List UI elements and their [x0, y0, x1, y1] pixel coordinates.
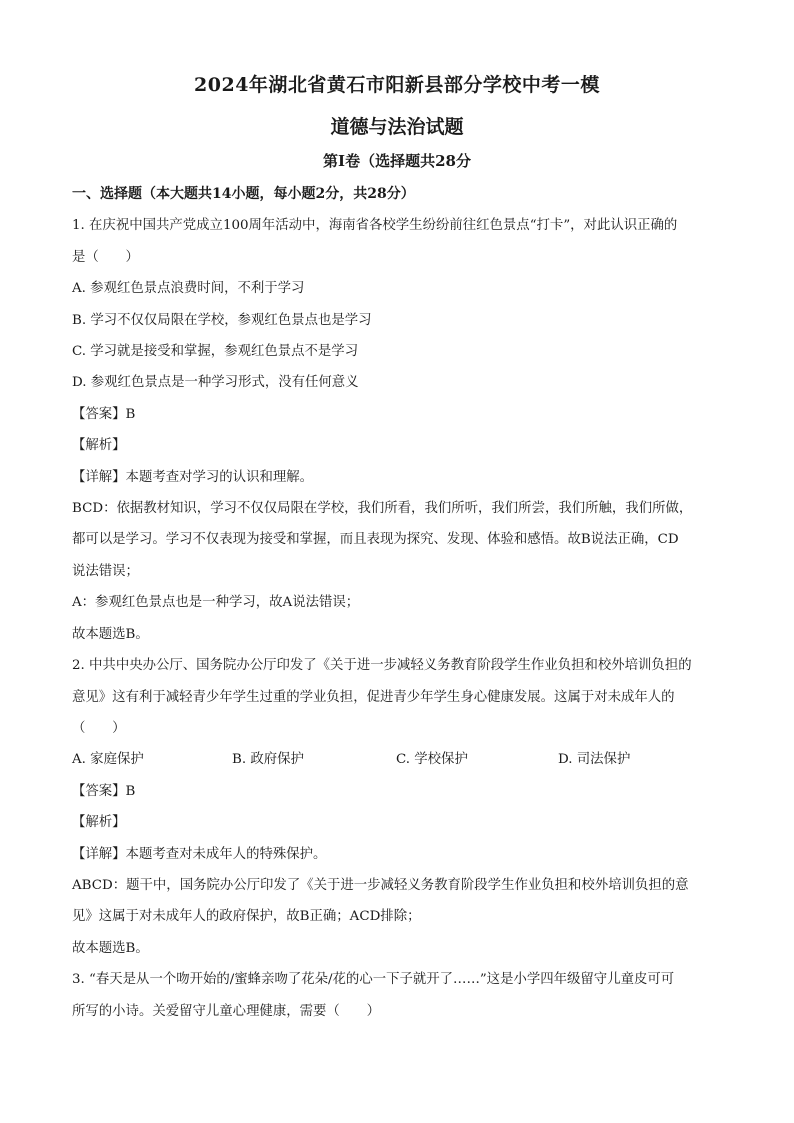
- q1-stem-line1: 1. 在庆祝中国共产党成立100周年活动中，海南省各校学生纷纷前往红色景点“打卡”，对此认识正确的: [72, 218, 678, 234]
- question-3: [72, 964, 728, 1027]
- q2-stem-line1: 2. 中共中央办公厅、国务院办公厅印发了《关于进一步减轻义务教育阶段学生作业负担和校外培训负担的: [72, 658, 692, 674]
- q1-detail: 【详解】本题考查对学习的认识和理解。: [72, 469, 314, 485]
- exam-content: [72, 179, 728, 1027]
- q2-option-c: C. 学校保护: [396, 752, 468, 768]
- section-heading: 一、选择题（本大题共14小题，每小题2分，共28分）: [72, 186, 415, 202]
- q2-option-a: A. 家庭保护: [72, 752, 144, 768]
- subject-title: 道德与法治试题: [330, 116, 464, 138]
- q1-stem-line2: 是（ ）: [72, 249, 139, 265]
- q1-analysis-label: 【解析】: [72, 438, 126, 454]
- q3-stem-line2: 所写的小诗。关爱留守儿童心理健康，需要（ ）: [72, 1003, 380, 1019]
- q1-answer: 【答案】B: [72, 406, 136, 422]
- q2-stem-line3: （ ）: [72, 720, 126, 736]
- q2-explanation-line2: 见》这属于对未成年人的政府保护，故B正确；ACD排除；: [72, 909, 421, 925]
- q1-conclusion: 故本题选B。: [72, 626, 149, 642]
- q1-explanation-line4: A：参观红色景点也是一种学习，故A说法错误；: [72, 595, 360, 611]
- q3-stem-line1: 3. “春天是从一个吻开始的/蜜蜂亲吻了花朵/花的心一下子就开了……”这是小学四年级留守儿童皮可可: [72, 972, 675, 988]
- q2-analysis-label: 【解析】: [72, 815, 126, 831]
- question-1: [72, 210, 728, 650]
- q2-detail: 【详解】本题考查对未成年人的特殊保护。: [72, 846, 327, 862]
- q1-option-c: C. 学习就是接受和掌握，参观红色景点不是学习: [72, 344, 359, 360]
- q2-option-b: B. 政府保护: [232, 752, 304, 768]
- q1-option-a: A. 参观红色景点浪费时间，不利于学习: [72, 281, 305, 297]
- question-2: [72, 650, 728, 964]
- q1-explanation-line3: 说法错误；: [72, 563, 139, 579]
- q2-explanation-line1: ABCD：题干中，国务院办公厅印发了《关于进一步减轻义务教育阶段学生作业负担和校外培训负担的意: [72, 877, 689, 893]
- exam-title: 2024年湖北省黄石市阳新县部分学校中考一模: [194, 74, 600, 96]
- q1-option-d: D. 参观红色景点是一种学习形式，没有任何意义: [72, 375, 359, 391]
- volume-title: 第Ⅰ卷（选择题共28分: [323, 152, 471, 170]
- q1-explanation-line1: BCD：依据教材知识，学习不仅仅局限在学校，我们所看，我们所听，我们所尝，我们所触，我们所做，: [72, 501, 693, 517]
- q2-stem-line2: 意见》这有利于减轻青少年学生过重的学业负担，促进青少年学生身心健康发展。这属于对未成年人的: [72, 689, 675, 705]
- q1-option-b: B. 学习不仅仅局限在学校，参观红色景点也是学习: [72, 312, 372, 328]
- q2-options: [72, 744, 728, 775]
- q1-explanation-line2: 都可以是学习。学习不仅表现为接受和掌握，而且表现为探究、发现、体验和感悟。故B说法正确，CD: [72, 532, 679, 548]
- q2-option-d: D. 司法保护: [558, 752, 631, 768]
- q2-answer: 【答案】B: [72, 783, 136, 799]
- q2-conclusion: 故本题选B。: [72, 940, 149, 956]
